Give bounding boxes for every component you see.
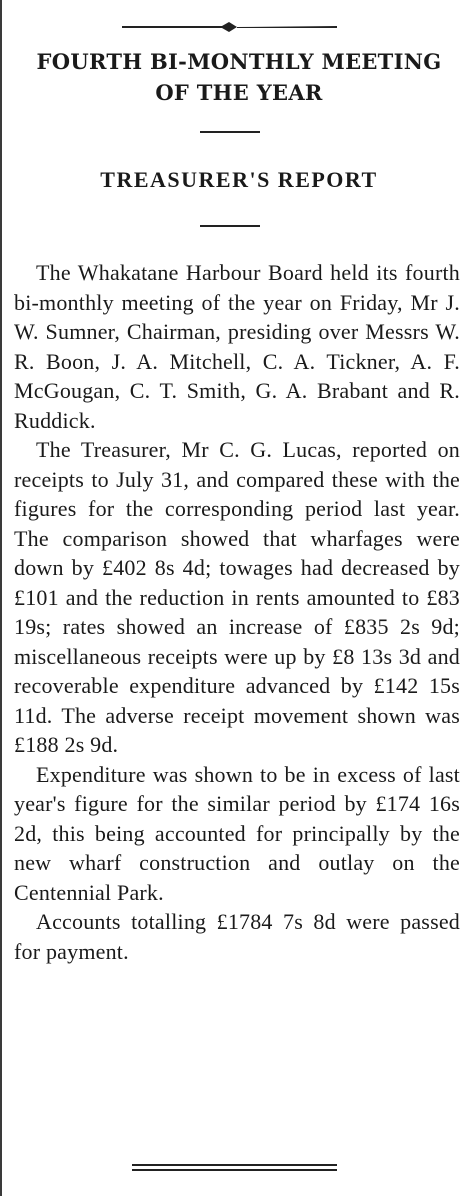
paragraph: Accounts totalling £1784 7s 8d were passed for payment. (14, 909, 460, 964)
short-divider-rule (200, 131, 260, 133)
article-body (14, 258, 460, 966)
paragraph: The Whakatane Harbour Board held its fourth bi-monthly meeting of the year on Friday, Mr J. W. Sumner, Chairman, presiding over Messrs W. R. Boon, J. A. Mitchell, C. A. Tickner, A. F. McGougan, C. T. Smith, G. A. Brabant and R. Ruddick. (14, 260, 460, 433)
paragraph: The Treasurer, Mr C. G. Lucas, reported on receipts to July 31, and compared these with the figures for the corresponding period last year. The comparison showed that wharfages were down by £402 8s 4d; towages had decreased by £101 and the reduction in rents amounted to £83 19s; rates showed an increase of £835 2s 9d; miscellaneous receipts were up by £8 13s 3d and recoverable expenditure advanced by £142 15s 11d. The adverse receipt movement shown was £188 2s 9d. (14, 437, 460, 757)
paragraph: Expenditure was shown to be in excess of last year's figure for the similar period by £174 16s 2d, this being accounted for principally by the new wharf construction and outlay on the Centennial Park. (14, 761, 460, 905)
diamond-rule-ornament (122, 22, 337, 32)
double-rule-ornament (132, 1163, 337, 1173)
headline-line-1: FOURTH BI-MONTHLY MEETING (36, 49, 442, 74)
short-divider-rule (200, 225, 260, 227)
headline-line-2: OF THE YEAR (155, 80, 323, 105)
subheading: TREASURER'S REPORT (100, 167, 378, 192)
